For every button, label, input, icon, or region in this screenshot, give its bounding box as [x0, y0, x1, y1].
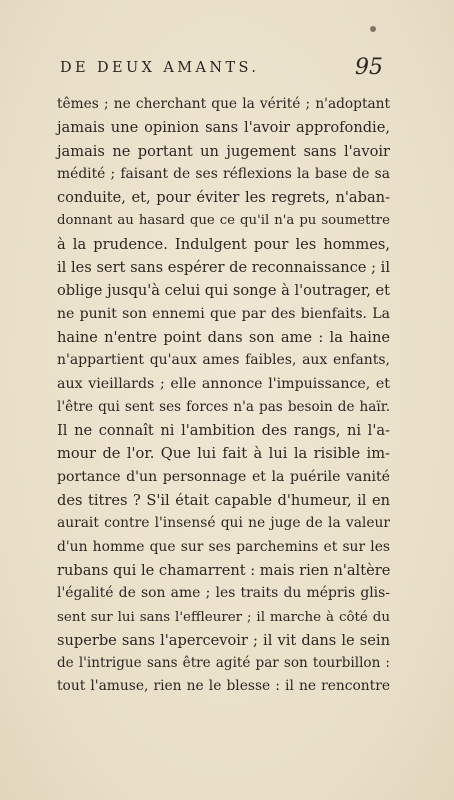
- page-number: 95: [355, 55, 383, 80]
- text-line: têmes ; ne cherchant que la vérité ; n'adoptant: [57, 96, 390, 112]
- text-line: rubans qui le chamarrent : mais rien n'altère: [57, 561, 391, 579]
- text-line: ne punit son ennemi que par des bienfaits. La: [57, 305, 390, 322]
- text-line: sent sur lui sans l'effleurer ; il marche à côté du: [57, 609, 390, 625]
- text-line: il les sert sans espérer de reconnaissance ; il: [57, 259, 390, 277]
- text-line: jamais ne portant un jugement sans l'avoir: [57, 142, 390, 160]
- text-line: aurait contre l'insensé qui ne juge de la valeur: [57, 515, 390, 532]
- text-line: d'un homme que sur ses parchemins et sur les: [57, 538, 390, 555]
- text-line: l'être qui sent ses forces n'a pas besoin de haïr.: [57, 398, 390, 415]
- text-line: médité ; faisant de ses réflexions la base de sa: [57, 165, 390, 182]
- text-line: donnant au hasard que ce qu'il n'a pu soumettre: [57, 213, 390, 229]
- text-line: haine n'entre point dans son ame : la haine: [57, 328, 390, 346]
- ink-spot: [370, 26, 376, 32]
- text-line: des titres ? S'il était capable d'humeur, il en: [57, 492, 390, 510]
- text-line: de l'intrigue sans être agité par son tourbillon :: [57, 655, 390, 672]
- text-line: Il ne connaît ni l'ambition des rangs, ni l'a-: [57, 422, 390, 440]
- running-head: DE DEUX AMANTS.: [60, 60, 260, 76]
- text-line: mour de l'or. Que lui fait à lui la risible im-: [57, 445, 390, 463]
- text-line: l'égalité de son ame ; les traits du mépris glis-: [57, 585, 390, 602]
- text-line: oblige jusqu'à celui qui songe à l'outrager, et: [57, 282, 390, 300]
- text-line: tout l'amuse, rien ne le blesse : il ne rencontre: [57, 678, 390, 695]
- text-line: n'appartient qu'aux ames faibles, aux enfants,: [57, 352, 390, 369]
- text-line: conduite, et, pour éviter les regrets, n'aban-: [57, 189, 390, 207]
- text-line: aux vieillards ; elle annonce l'impuissance, et: [57, 375, 390, 392]
- text-line: jamais une opinion sans l'avoir approfondie,: [57, 119, 390, 137]
- text-line: superbe sans l'apercevoir ; il vit dans le sein: [57, 631, 390, 649]
- body-text: [57, 93, 390, 699]
- text-line: à la prudence. Indulgent pour les hommes,: [57, 235, 390, 253]
- text-line: portance d'un personnage et la puérile vanité: [57, 468, 390, 485]
